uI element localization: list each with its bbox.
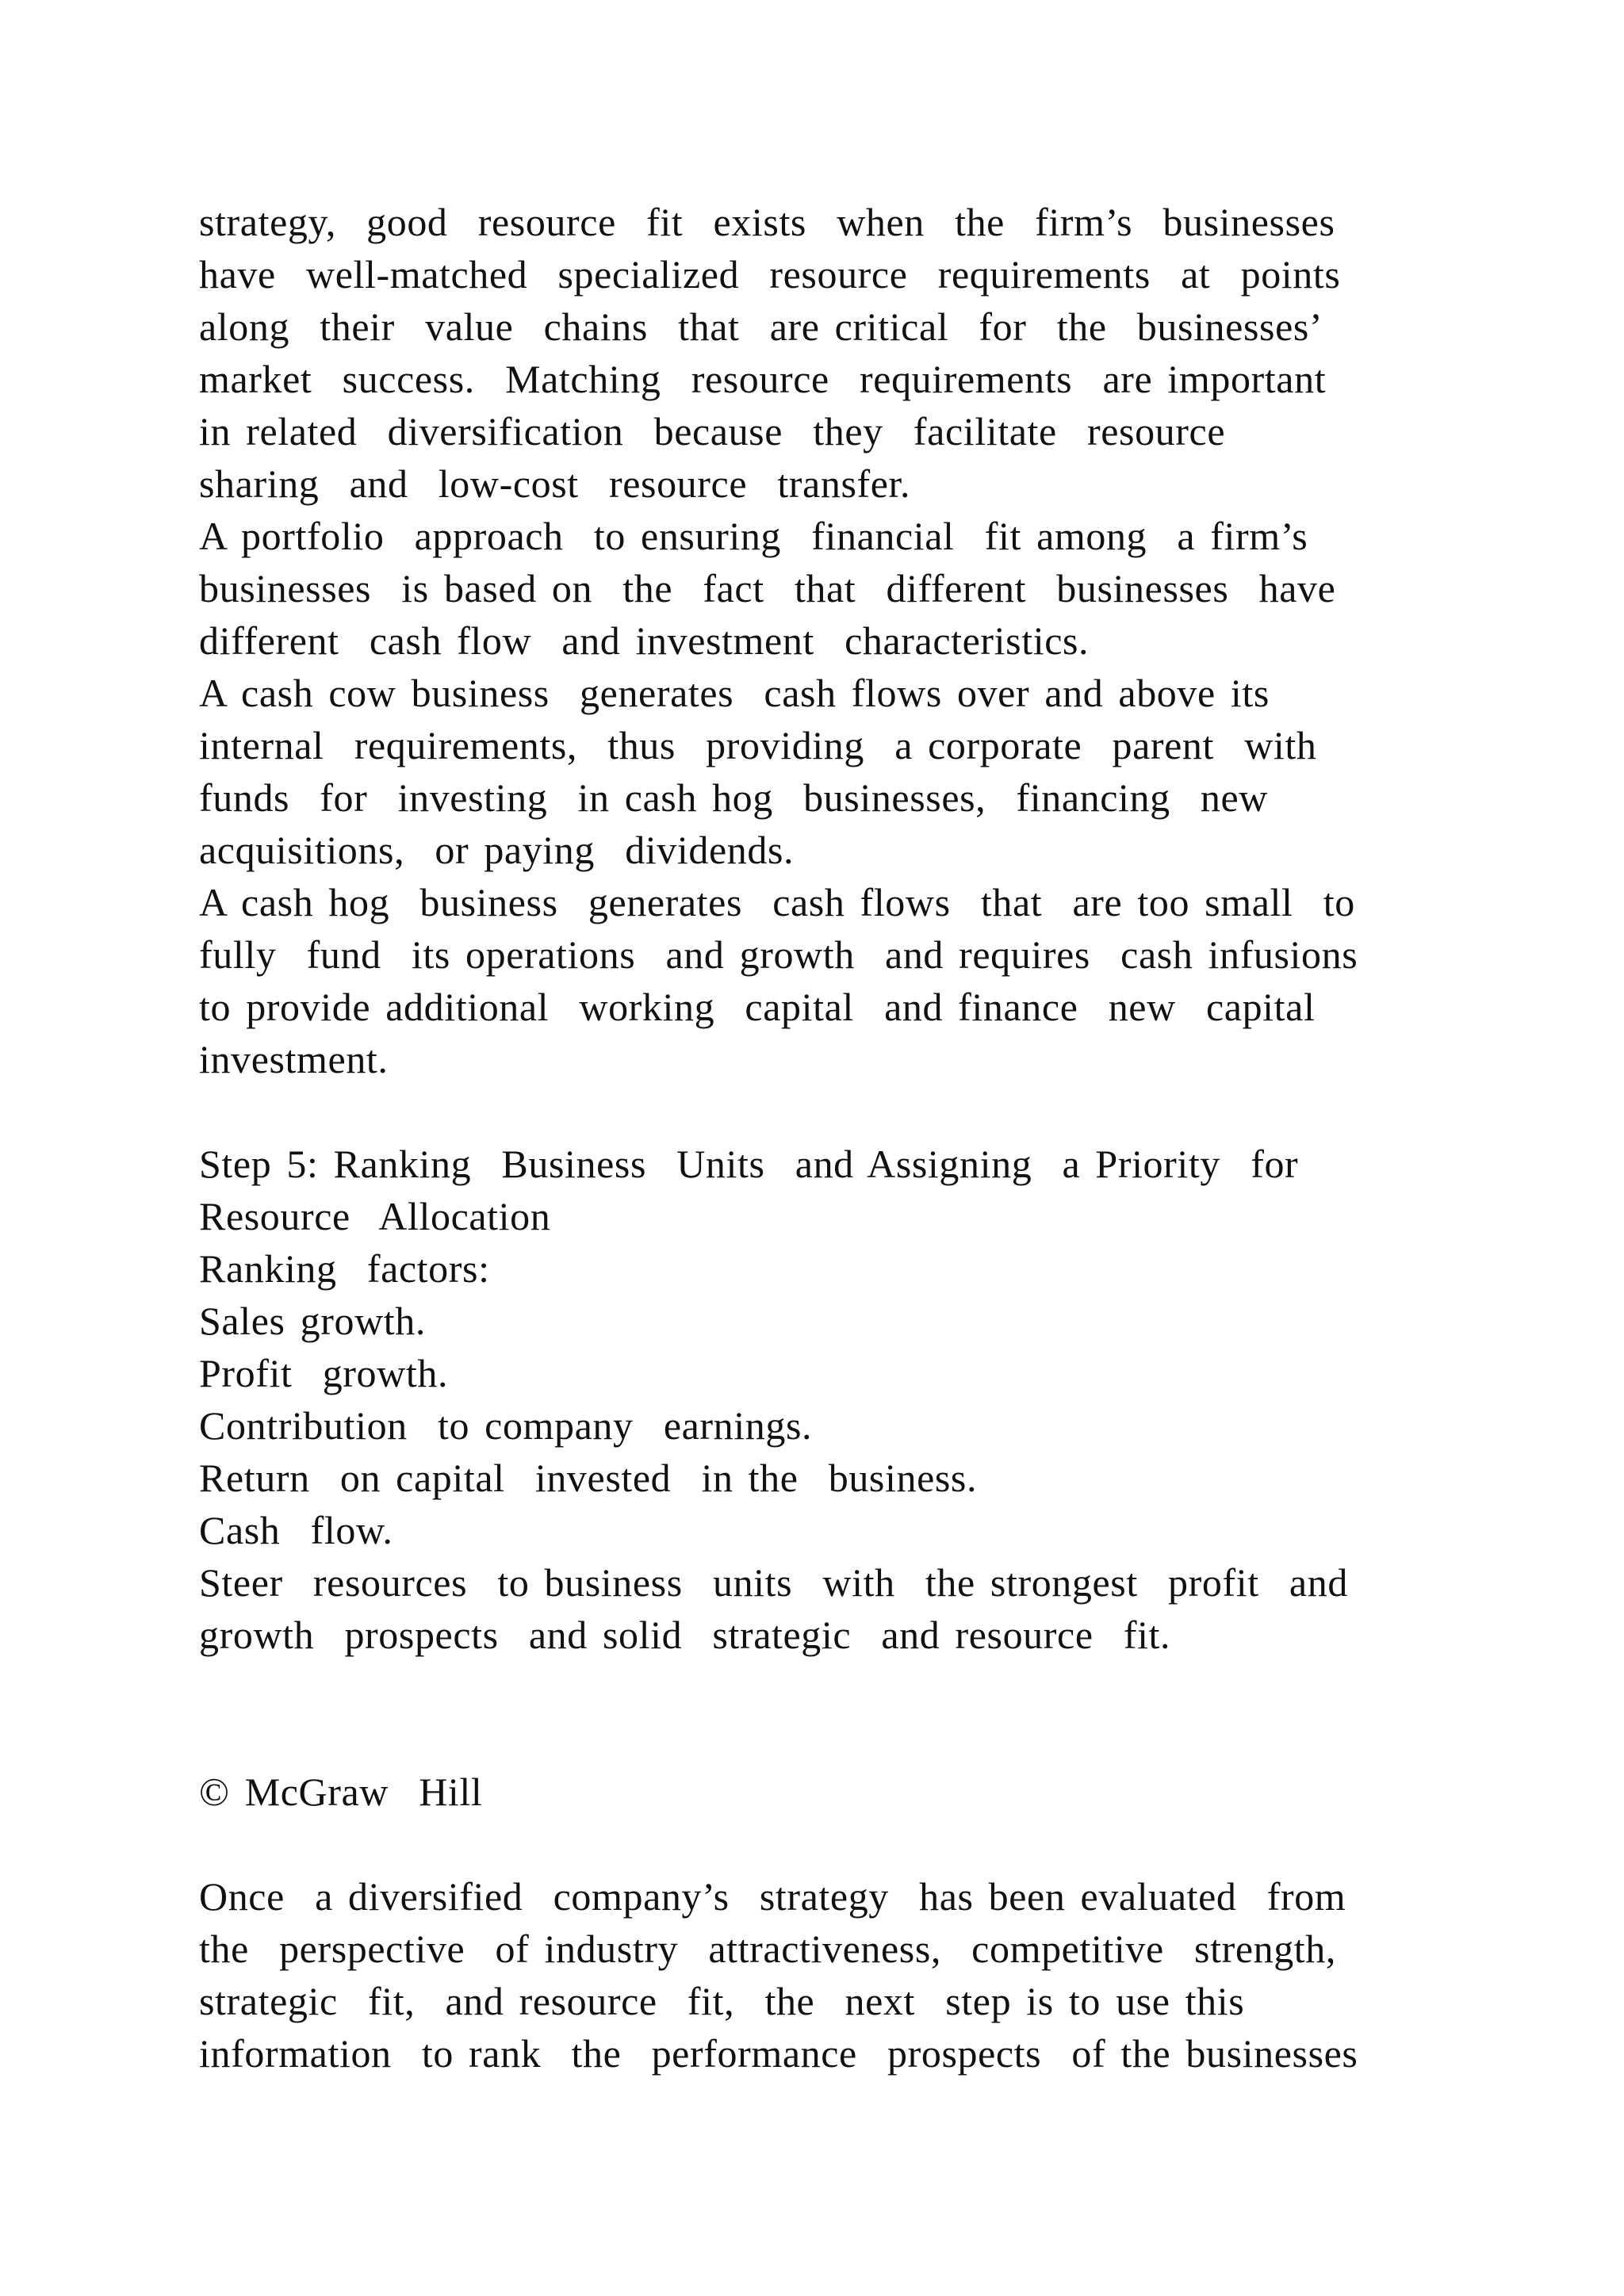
text-line: to provide additional working capital and finance new capital [199, 985, 1316, 1029]
text-line: sharing and low-cost resource transfer. [199, 461, 911, 506]
text-line: businesses is based on the fact that different businesses have [199, 566, 1336, 610]
text-line: along their value chains that are critical for the businesses’ [199, 304, 1323, 349]
text-line: Ranking factors: [199, 1246, 490, 1291]
text-line: A cash hog business generates cash flows that are too small to [199, 880, 1355, 924]
list-item: Contribution to company earnings. [199, 1403, 813, 1448]
list-item: Profit growth. [199, 1351, 449, 1395]
text-line: information to rank the performance prospects of the businesses [199, 2031, 1358, 2076]
text-line: funds for investing in cash hog businesses, financing new [199, 775, 1268, 820]
blank-line [199, 1085, 1507, 1138]
list-item: Cash flow. [199, 1508, 393, 1552]
text-line: growth prospects and solid strategic and resource fit. [199, 1613, 1171, 1657]
text-line: A portfolio approach to ensuring financial fit among a firm’s [199, 514, 1308, 558]
text-line: A cash cow business generates cash flows over and above its [199, 671, 1270, 715]
body-text [199, 196, 1507, 2080]
text-line: the perspective of industry attractiveness, competitive strength, [199, 1927, 1337, 1971]
blank-line [199, 1713, 1507, 1766]
text-line: investment. [199, 1037, 389, 1081]
blank-line [199, 1661, 1507, 1713]
text-line: fully fund its operations and growth and requires cash infusions [199, 932, 1358, 977]
text-line: internal requirements, thus providing a corporate parent with [199, 723, 1317, 767]
list-item: Return on capital invested in the business. [199, 1456, 978, 1500]
text-line: in related diversification because they facilitate resource [199, 409, 1226, 453]
section-heading: Resource Allocation [199, 1194, 551, 1238]
text-line: acquisitions, or paying dividends. [199, 828, 795, 872]
text-line: strategic fit, and resource fit, the next step is to use this [199, 1979, 1245, 2023]
section-heading: Step 5: Ranking Business Units and Assigning a Priority for [199, 1142, 1299, 1186]
text-line: different cash flow and investment characteristics. [199, 618, 1090, 663]
blank-line [199, 1818, 1507, 1870]
text-line: Once a diversified company’s strategy has been evaluated from [199, 1874, 1346, 1919]
list-item: Sales growth. [199, 1299, 426, 1343]
text-line: Steer resources to business units with the strongest profit and [199, 1560, 1348, 1605]
text-line: have well-matched specialized resource requirements at points [199, 252, 1341, 297]
text-line: market success. Matching resource requirements are important [199, 357, 1327, 401]
text-line: strategy, good resource fit exists when the firm’s businesses [199, 200, 1335, 244]
copyright-notice: © McGraw Hill [199, 1770, 483, 1814]
